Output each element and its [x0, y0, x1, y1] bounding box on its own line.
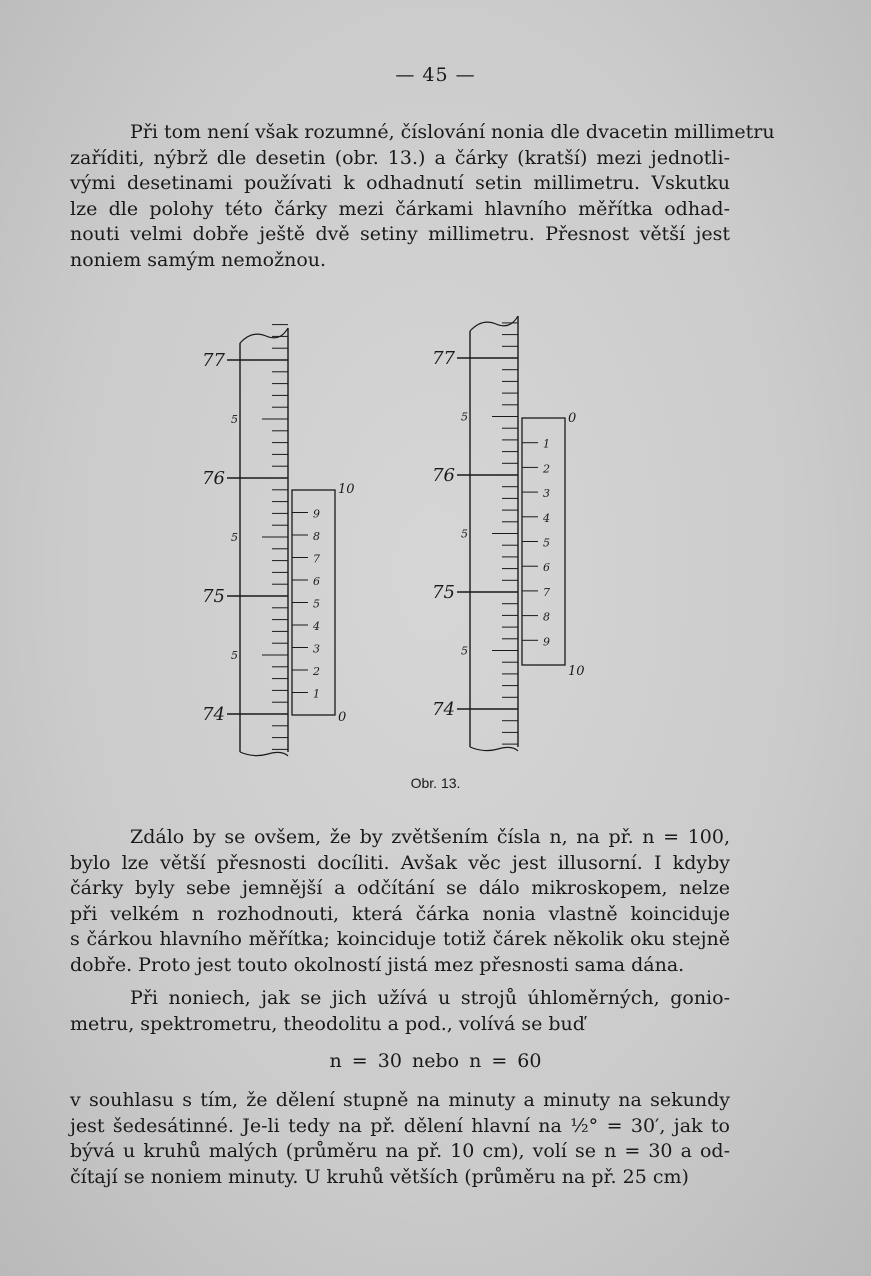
vernier-label: 8 [313, 530, 320, 543]
scale-main-label: 74 [432, 699, 455, 720]
vernier-label: 6 [313, 575, 320, 588]
text-line: bylo lze větší přesnosti docíliti. Avšak věc jest illusorní. I kdyby [70, 851, 730, 874]
scale-half-label: 5 [231, 413, 238, 426]
scale-torn-top [470, 316, 518, 331]
vernier-label: 9 [313, 507, 320, 521]
vernier-label: 1 [313, 687, 320, 701]
scale-main-label: 75 [432, 582, 455, 603]
scale-main-label: 77 [202, 350, 225, 371]
scale-torn-top [240, 328, 288, 343]
scale-torn-bottom [470, 747, 518, 751]
paragraph-1 [70, 120, 775, 273]
vernier-label: 3 [543, 487, 550, 501]
vernier-label: 7 [313, 552, 320, 566]
text-line: noniem samým nemožnou. [70, 248, 327, 271]
vernier-figure [195, 310, 615, 760]
vernier-label: 8 [543, 610, 550, 624]
page-number: — 45 — [395, 64, 476, 86]
text-line: jest šedesátinné. Je-li tedy na př. dělení hlavní na ½° = 30′, jak to [70, 1114, 730, 1137]
text-line: s čárkou hlavního měřítka; koinciduje totiž čárek několik oku stejně [70, 928, 730, 950]
vernier-label: 9 [543, 635, 550, 649]
scale-half-label: 5 [461, 644, 468, 658]
scale-torn-bottom [240, 752, 288, 756]
scale-main-label: 76 [432, 465, 455, 486]
text-line: metru, spektrometru, theodolitu a pod., volívá se buď [70, 1012, 585, 1035]
scale-main-label: 77 [432, 348, 455, 369]
text-line: při velkém n rozhodnouti, která čárka nonia vlastně koinciduje [70, 902, 730, 925]
scale-half-label: 5 [461, 410, 468, 424]
vernier-end-label: 0 [338, 710, 347, 725]
text-line: Při noniech, jak se jich užívá u strojů úhloměrných, gonio- [130, 987, 730, 1009]
vernier-label: 7 [543, 585, 550, 599]
scale-half-label: 5 [231, 531, 238, 544]
vernier-label: 5 [543, 536, 550, 550]
left-vernier-scale [202, 325, 354, 756]
scale-half-label: 5 [461, 527, 468, 541]
text-line: v souhlasu s tím, že dělení stupně na minuty a minuty na sekundy [70, 1089, 730, 1111]
text-line: čárky byly sebe jemnější a odčítání se dálo mikroskopem, nelze [70, 877, 730, 899]
scale-main-label: 76 [202, 468, 225, 489]
scale-main-label: 75 [202, 586, 225, 607]
vernier-label: 2 [543, 462, 550, 476]
vernier-label: 5 [313, 597, 320, 611]
right-vernier-scale [432, 316, 584, 751]
vernier-label: 1 [543, 437, 550, 451]
vernier-label: 6 [543, 561, 550, 575]
text-line: nouti velmi dobře ještě dvě setiny millimetru. Přesnost větší jest [70, 223, 730, 245]
figure-caption: Obr. 13. [410, 775, 461, 791]
vernier-label: 4 [543, 511, 550, 525]
vernier-end-label: 10 [568, 664, 585, 679]
text-line: zaříditi, nýbrž dle desetin (obr. 13.) a čárky (kratší) mezi jednotli- [70, 146, 730, 169]
vernier-label: 3 [313, 642, 320, 656]
vernier-label: 2 [313, 665, 320, 678]
text-line: vými desetinami používati k odhadnutí setin millimetru. Vskutku [70, 172, 730, 194]
scale-main-label: 74 [202, 704, 225, 725]
text-line: lze dle polohy této čárky mezi čárkami hlavního měřítka odhad- [70, 197, 730, 220]
text-line: Zdálo by se ovšem, že by zvětšením čísla n, na př. n = 100, [130, 826, 730, 848]
text-line: dobře. Proto jest touto okolností jistá mez přesnosti sama dána. [70, 953, 685, 976]
paragraph-3 [70, 986, 730, 1037]
scale-half-label: 5 [231, 649, 238, 662]
vernier-label: 4 [313, 620, 320, 633]
vernier-end-label: 10 [338, 482, 355, 497]
paragraph-4 [70, 1088, 730, 1190]
paragraph-2 [70, 825, 730, 978]
text-line: čítají se noniem minuty. U kruhů větších (průměru na př. 25 cm) [70, 1165, 689, 1188]
vernier-end-label: 0 [568, 411, 577, 426]
text-line: bývá u kruhů malých (průměru na př. 10 cm), volí se n = 30 a od- [70, 1140, 730, 1162]
formula: n = 30 nebo n = 60 [329, 1050, 542, 1072]
text-line: Při tom není však rozumné, číslování nonia dle dvacetin millimetru [130, 121, 775, 143]
